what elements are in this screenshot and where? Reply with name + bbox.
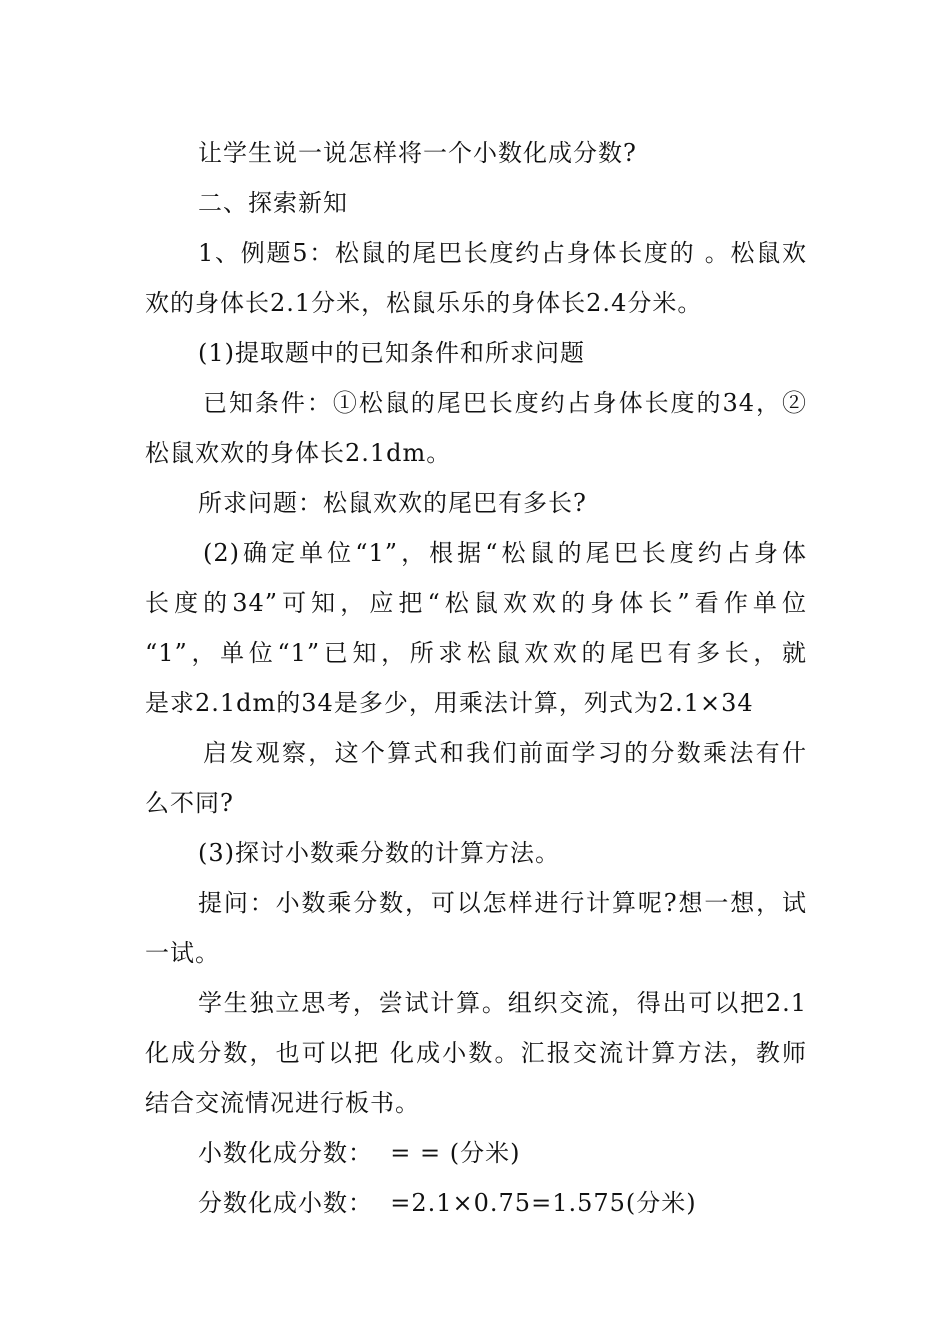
- text-line: 长度的34”可知，应把“松鼠欢欢的身体长”看作单位: [145, 589, 807, 617]
- text-line: “1”，单位“1”已知，所求松鼠欢欢的尾巴有多长，就: [145, 639, 807, 667]
- text-line: 1、例题5：松鼠的尾巴长度约占身体长度的 。松鼠欢: [198, 239, 807, 267]
- text-line: 已知条件：①松鼠的尾巴长度约占身体长度的34，②: [203, 389, 807, 417]
- text-line: 启发观察，这个算式和我们前面学习的分数乘法有什: [203, 739, 807, 767]
- text-line: 让学生说一说怎样将一个小数化成分数?: [198, 139, 637, 167]
- paragraph-step-3: [145, 828, 807, 878]
- section-heading: [145, 178, 807, 228]
- text-line: 提问：小数乘分数，可以怎样进行计算呢?想一想，试: [198, 889, 807, 917]
- text-line: 学生独立思考，尝试计算。组织交流，得出可以把2.1: [198, 989, 807, 1017]
- text-line: (1)提取题中的已知条件和所求问题: [198, 339, 585, 367]
- text-line: 一试。: [145, 939, 220, 967]
- formula-decimal-to-fraction: [145, 1128, 807, 1178]
- text-line: 么不同?: [145, 789, 234, 817]
- text-line: 分数化成小数： =2.1×0.75=1.575(分米): [198, 1189, 697, 1217]
- paragraph-student-work: [145, 978, 807, 1128]
- paragraph-intro: [145, 128, 807, 178]
- paragraph-observe: [145, 728, 807, 828]
- text-line: 小数化成分数： = = (分米): [198, 1139, 521, 1167]
- text-line: 结合交流情况进行板书。: [145, 1089, 420, 1117]
- paragraph-prompt: [145, 878, 807, 978]
- text-line: (3)探讨小数乘分数的计算方法。: [198, 839, 560, 867]
- paragraph-known-conditions: [145, 378, 807, 478]
- text-line: 化成分数，也可以把 化成小数。汇报交流计算方法，教师: [145, 1039, 807, 1067]
- text-line: 是求2.1dm的34是多少，用乘法计算，列式为2.1×34: [145, 689, 754, 717]
- paragraph-question: [145, 478, 807, 528]
- text-line: 欢的身体长2.1分米，松鼠乐乐的身体长2.4分米。: [145, 289, 703, 317]
- text-line: 所求问题：松鼠欢欢的尾巴有多长?: [198, 489, 587, 517]
- text-line: (2)确定单位“1”，根据“松鼠的尾巴长度约占身体: [203, 539, 807, 567]
- paragraph-step-2: [145, 528, 807, 728]
- paragraph-step-1: [145, 328, 807, 378]
- text-line: 二、探索新知: [198, 189, 348, 217]
- formula-fraction-to-decimal: [145, 1178, 807, 1228]
- paragraph-example: [145, 228, 807, 328]
- text-line: 松鼠欢欢的身体长2.1dm。: [145, 439, 452, 467]
